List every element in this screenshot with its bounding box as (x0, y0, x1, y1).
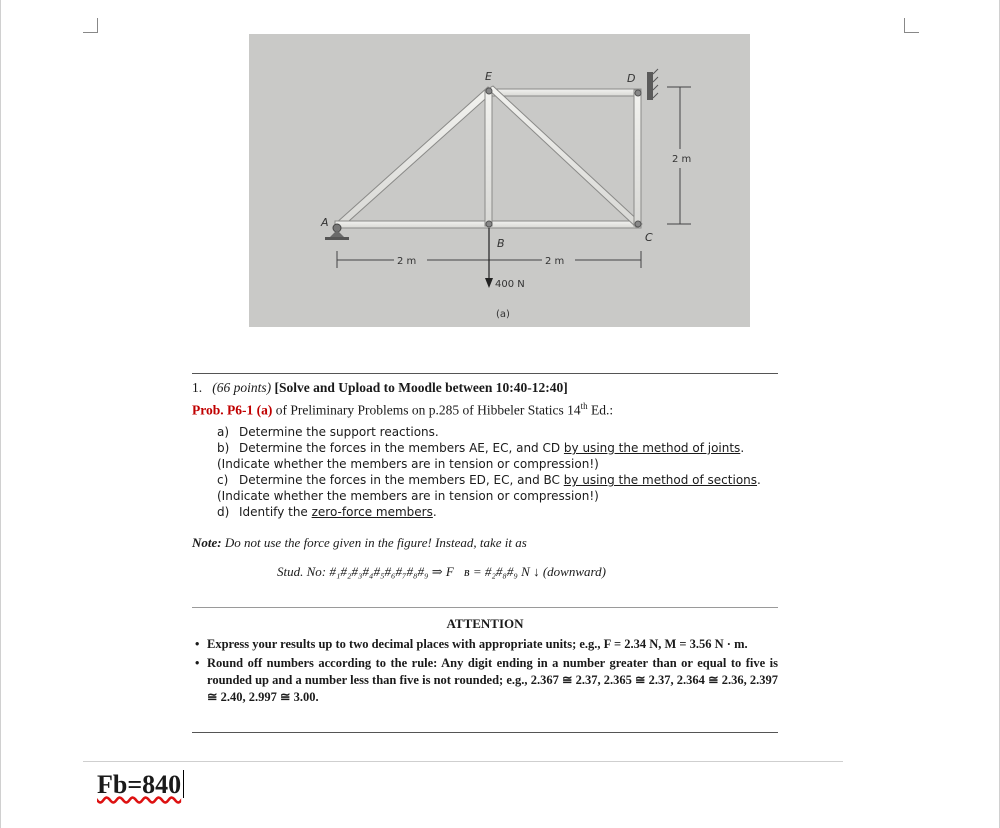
label-e: E (485, 70, 492, 83)
question-number: 1. (192, 380, 203, 395)
crop-mark-top-right (904, 18, 919, 33)
task-sub: (Indicate whether the members are in tension or compression!) (217, 457, 599, 471)
dim-left-label: 2 m (397, 256, 417, 267)
task-link: zero-force members (311, 505, 433, 519)
figure-caption: (a) (496, 309, 510, 320)
problem-id: Prob. P6-1 (a) (192, 402, 273, 418)
task-text: Determine the support reactions. (239, 425, 439, 439)
label-a: A (321, 216, 329, 229)
wall-support-d (647, 69, 658, 100)
attention-text: Express your results up to two decimal places with appropriate units; e.g., F = 2.34 N, M = 3.56 N · m. (207, 637, 748, 651)
attention-list (195, 636, 778, 708)
problem-text: of Preliminary Problems on p.285 of Hibbeler Statics 14 (272, 402, 581, 418)
typed-text[interactable]: Fb=840 (97, 770, 182, 799)
question-points: (66 points) (212, 380, 272, 395)
page-bottom-rule (83, 761, 843, 762)
member-ec (488, 86, 642, 228)
label-d: D (627, 72, 636, 85)
note-label: Note: (192, 535, 222, 550)
member-cd (634, 90, 641, 226)
truss-members (335, 86, 642, 229)
text-cursor (183, 770, 184, 798)
bullet-icon: • (195, 637, 200, 651)
attention-title: ATTENTION (446, 616, 524, 631)
member-ed (486, 89, 641, 96)
label-c: C (645, 231, 653, 244)
divider-attention (192, 607, 778, 608)
task-letter: a) (217, 425, 230, 439)
task-text: Determine the forces in the members ED, EC, and BC (239, 473, 564, 487)
attention-text: Round off numbers according to the rule: Any digit ending in a number greater than or equal to five is rounded up and a number less than five is not rounded; e.g., 2.367 ≅ 2.37, 2.365 ≅ 2.37, 2.364 ≅ 2.36, 2.397 ≅ 2.40, 2.997 ≅ 3.00. (207, 656, 778, 704)
question-header (192, 380, 782, 396)
task-text: Determine the forces in the members AE, EC, and CD (239, 441, 564, 455)
crop-mark-top-left (83, 18, 98, 33)
task-sub: (Indicate whether the members are in tension or compression!) (217, 489, 599, 503)
member-eb (485, 90, 492, 226)
divider-top (192, 373, 778, 374)
typed-text-line[interactable] (97, 770, 184, 800)
load-label: 400 N (495, 279, 525, 290)
load-arrow (485, 228, 493, 288)
divider-bottom (192, 732, 778, 733)
member-ae (335, 87, 493, 229)
task-letter: b) (217, 441, 230, 455)
problem-reference (192, 401, 613, 419)
label-b: B (497, 237, 505, 250)
task-link: by using the method of joints (563, 441, 741, 455)
task-text-wrap (239, 440, 787, 456)
task-text: Identify the (239, 505, 312, 519)
attention-item (195, 636, 778, 653)
attention-item (195, 655, 778, 706)
question-instruction: [Solve and Upload to Moodle between 10:40-12:40] (274, 380, 568, 395)
truss-figure[interactable] (249, 34, 750, 327)
note (192, 535, 527, 551)
task-item (217, 504, 787, 520)
task-text-wrap (239, 504, 787, 520)
task-end: . (740, 441, 745, 455)
task-item (217, 472, 787, 488)
truss-diagram (249, 34, 750, 327)
task-list (217, 424, 787, 520)
task-link: by using the method of sections (563, 473, 758, 487)
formula: Stud. No: #₁#₂#₃#₄#₅#₆#₇#₈#₉ ⇒ F⃗ʙ = #₂#₈#₉ N ↓ (downward) (277, 564, 606, 579)
task-letter: d) (217, 505, 230, 519)
dim-right-label: 2 m (545, 256, 565, 267)
task-end: . (757, 473, 761, 487)
problem-end: Ed.: (587, 402, 614, 418)
task-item (217, 424, 787, 440)
task-letter: c) (217, 473, 229, 487)
problem-sup: th (580, 401, 588, 411)
task-end: . (432, 505, 437, 519)
dim-height-label: 2 m (672, 154, 692, 165)
bullet-icon: • (195, 656, 200, 670)
note-text: Do not use the force given in the figure! Instead, take it as (221, 535, 527, 550)
task-text-wrap (239, 472, 787, 488)
task-item (217, 440, 787, 456)
